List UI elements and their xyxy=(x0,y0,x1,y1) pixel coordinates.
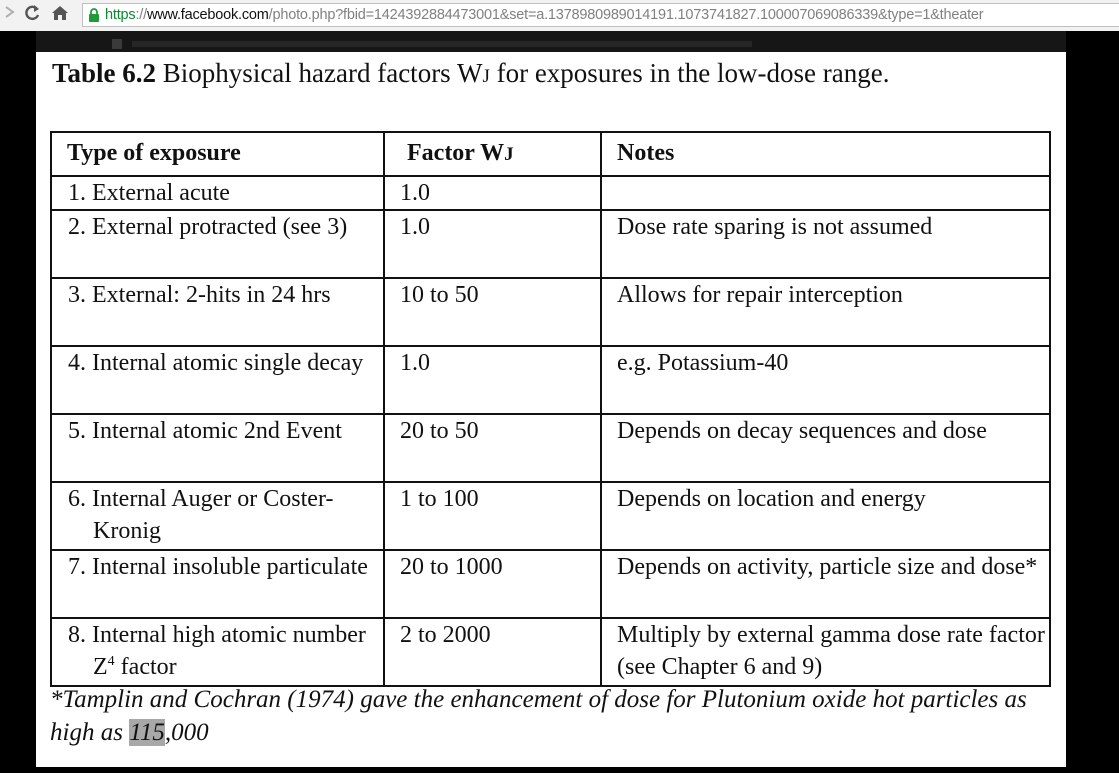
cell-factor: 1.0 xyxy=(384,210,601,278)
cell-factor: 20 to 50 xyxy=(384,414,601,482)
highlighted-text: 115 xyxy=(129,719,165,746)
cell-factor: 1.0 xyxy=(384,346,601,414)
reload-icon[interactable] xyxy=(22,4,42,26)
faded-strip xyxy=(132,41,752,47)
header-factor-label: Factor W xyxy=(407,140,505,166)
cell-type-text: 1. External acute xyxy=(68,180,230,206)
footnote-text: *Tamplin and Cochran (1974) gave the enhancement of dose for Plutonium oxide hot particles as high as xyxy=(50,686,1027,746)
header-factor xyxy=(384,132,601,176)
cell-type-text: 2. External protracted (see 3) xyxy=(68,214,348,240)
cell-notes: Depends on decay sequences and dose xyxy=(601,414,1050,482)
cell-notes: Dose rate sparing is not assumed xyxy=(601,210,1050,278)
cell-type-pre: 8. Internal high atomic number Z xyxy=(68,622,366,680)
cell-type-text: 3. External: 2-hits in 24 hrs xyxy=(68,282,331,308)
cell-factor: 1.0 xyxy=(384,176,601,210)
table-footnote xyxy=(50,683,1050,749)
caption-text-end: for exposures in the low-dose range. xyxy=(489,58,890,88)
cell-notes: Depends on location and energy xyxy=(601,482,1050,550)
cell-factor: 20 to 1000 xyxy=(384,550,601,618)
cell-type-text: 4. Internal atomic single decay xyxy=(68,350,364,376)
cell-type xyxy=(51,618,384,686)
url-path: /photo.php?fbid=1424392884473001&set=a.1378980989014191.1073741827.100007069086339&type=1&theater xyxy=(268,7,984,23)
table-row xyxy=(51,176,1050,210)
cell-factor: 2 to 2000 xyxy=(384,618,601,686)
forward-arrow-icon[interactable] xyxy=(0,4,20,26)
cell-type xyxy=(51,482,384,550)
header-factor-subscript: J xyxy=(504,144,514,165)
url-scheme: https xyxy=(105,7,136,23)
cell-type xyxy=(51,346,384,414)
table-row xyxy=(51,482,1050,550)
table-row xyxy=(51,346,1050,414)
header-type: Type of exposure xyxy=(51,132,384,176)
cell-type xyxy=(51,176,384,210)
caption-subscript: J xyxy=(482,66,490,87)
table-row xyxy=(51,550,1050,618)
table-caption xyxy=(52,58,889,89)
table-row xyxy=(51,618,1050,686)
cell-type-text: 6. Internal Auger or Coster-Kronig xyxy=(68,486,334,544)
cell-type-text: 7. Internal insoluble particulate xyxy=(68,554,368,580)
photo-image[interactable] xyxy=(36,52,1066,767)
caption-text: Biophysical hazard factors W xyxy=(156,58,483,88)
cell-notes: Multiply by external gamma dose rate factor (see Chapter 6 and 9) xyxy=(601,618,1050,686)
table-row xyxy=(51,210,1050,278)
hazard-table xyxy=(50,131,1051,687)
cell-type xyxy=(51,210,384,278)
cell-type xyxy=(51,414,384,482)
cell-type-text: 5. Internal atomic 2nd Event xyxy=(68,418,342,444)
url-text xyxy=(105,6,983,24)
home-icon[interactable] xyxy=(50,4,70,26)
cell-notes xyxy=(601,176,1050,210)
caption-label: Table 6.2 xyxy=(52,58,157,88)
browser-toolbar xyxy=(0,0,1119,32)
table-row xyxy=(51,278,1050,346)
footnote-text-end: ,000 xyxy=(164,719,209,746)
cell-type-superscript: 4 xyxy=(107,654,115,669)
header-notes: Notes xyxy=(601,132,1050,176)
cell-notes: Allows for repair interception xyxy=(601,278,1050,346)
faded-icon xyxy=(112,39,122,49)
url-host: www.facebook.com xyxy=(146,7,269,23)
lock-icon xyxy=(87,8,101,22)
cell-type-text xyxy=(68,619,377,683)
table-header-row xyxy=(51,132,1050,176)
url-separator: :// xyxy=(135,7,147,23)
cell-notes: e.g. Potassium-40 xyxy=(601,346,1050,414)
table-row xyxy=(51,414,1050,482)
cell-notes: Depends on activity, particle size and dose* xyxy=(601,550,1050,618)
cell-factor: 1 to 100 xyxy=(384,482,601,550)
cell-type-post: factor xyxy=(114,654,177,680)
cell-type xyxy=(51,278,384,346)
address-bar[interactable] xyxy=(82,3,1119,27)
cell-type xyxy=(51,550,384,618)
cell-factor: 10 to 50 xyxy=(384,278,601,346)
